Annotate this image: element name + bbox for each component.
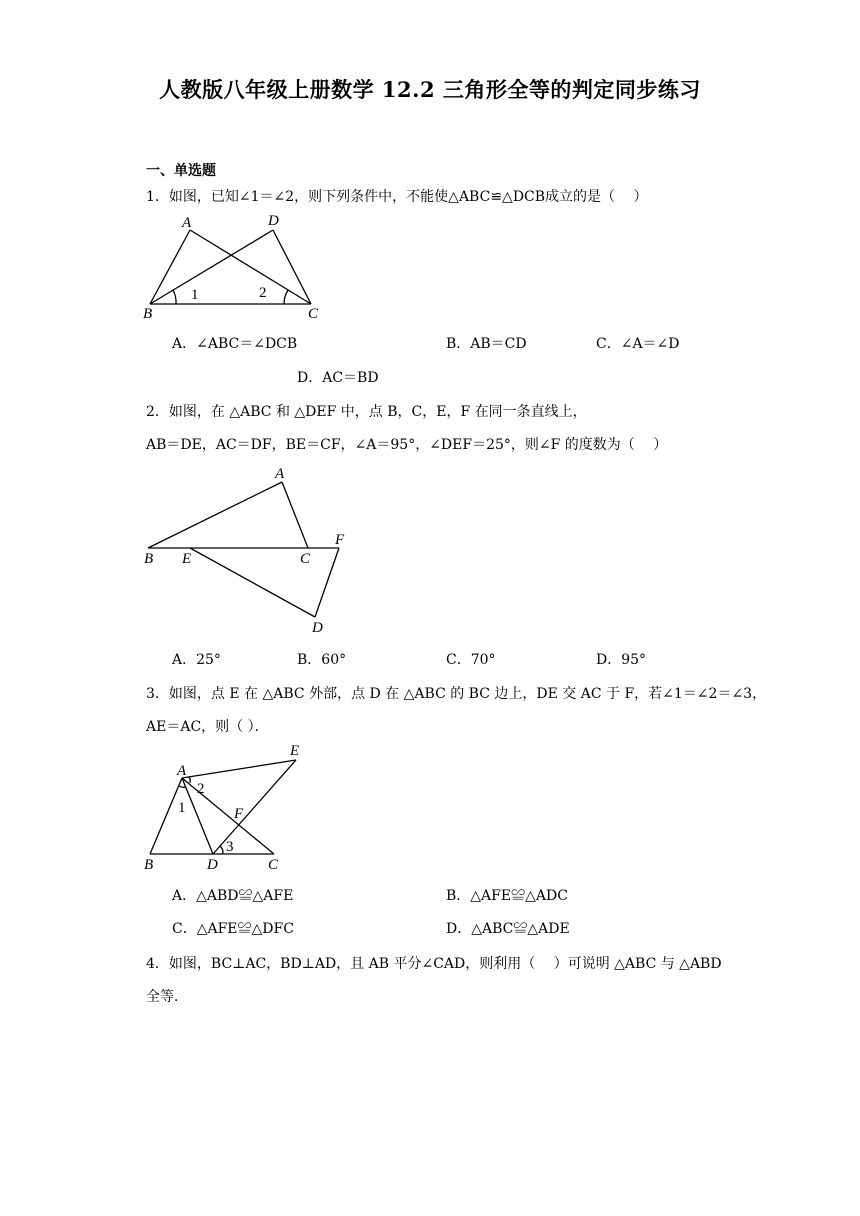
- label-angle-2: 2: [259, 285, 267, 301]
- segment-ed: [190, 548, 315, 617]
- label-angle-1: 1: [178, 800, 186, 816]
- label-e: E: [290, 743, 300, 759]
- angle-1-arc: [173, 290, 176, 304]
- label-angle-3: 3: [226, 839, 234, 855]
- segment-ba: [150, 778, 182, 854]
- label-a: A: [182, 215, 192, 231]
- label-c: C: [268, 857, 279, 872]
- segment-ac: [282, 482, 308, 548]
- q3-option-b[interactable]: B．△AFE≌△ADC: [446, 888, 568, 904]
- label-angle-1: 1: [191, 287, 199, 303]
- question-1-text: 1．如图，已知∠1＝∠2，则下列条件中，不能使△ABC≌△DCB成立的是（ ）: [146, 189, 648, 205]
- label-b: B: [143, 306, 153, 322]
- label-d: D: [207, 857, 218, 872]
- page-title: 人教版八年级上册数学 12.2 三角形全等的判定同步练习: [159, 77, 701, 102]
- segment-fd: [315, 548, 339, 617]
- q2-option-a[interactable]: A．25°: [172, 652, 221, 668]
- question-2-text-line1: 2．如图，在 △ABC 和 △DEF 中，点 B，C，E，F 在同一条直线上，: [146, 404, 587, 420]
- label-b: B: [144, 551, 154, 567]
- question-1-figure: [138, 208, 338, 323]
- segment-ae: [182, 760, 296, 778]
- segment-ba: [148, 482, 282, 548]
- question-4-text-line2: 全等．: [146, 989, 188, 1005]
- angle-2-arc: [284, 290, 288, 304]
- q1-option-a[interactable]: A．∠ABC＝∠DCB: [172, 336, 298, 352]
- segment-ba: [150, 230, 190, 304]
- segment-bd: [150, 230, 273, 304]
- label-d: D: [268, 213, 279, 229]
- q3-option-a[interactable]: A．△ABD≌△AFE: [172, 888, 294, 904]
- q1-option-c[interactable]: C．∠A＝∠D: [596, 336, 680, 352]
- label-angle-2: 2: [197, 781, 205, 797]
- angle-3-arc: [220, 846, 223, 854]
- label-c: C: [300, 551, 311, 567]
- label-d: D: [312, 620, 323, 636]
- label-f: F: [234, 806, 244, 822]
- label-c: C: [308, 306, 319, 322]
- label-f: F: [335, 532, 345, 548]
- q3-option-c[interactable]: C．△AFE≌△DFC: [172, 921, 294, 937]
- label-e: E: [182, 551, 192, 567]
- q1-option-b[interactable]: B．AB＝CD: [446, 336, 527, 352]
- label-a: A: [177, 763, 187, 779]
- question-4-text-line1: 4．如图，BC⊥AC，BD⊥AD，且 AB 平分∠CAD，则利用（ ）可说明 △ABC 与 △ABD: [146, 956, 722, 972]
- q1-option-d[interactable]: D．AC＝BD: [297, 370, 379, 386]
- label-a: A: [275, 466, 285, 482]
- section-heading: 一、单选题: [146, 163, 216, 179]
- q2-option-b[interactable]: B．60°: [297, 652, 347, 668]
- angle-2-arc: [189, 777, 190, 783]
- segment-ac: [190, 230, 311, 304]
- question-3-text-line1: 3．如图，点 E 在 △ABC 外部，点 D 在 △ABC 的 BC 边上，DE 交 AC 于 F，若∠1＝∠2＝∠3，: [146, 686, 767, 702]
- label-b: B: [144, 857, 154, 872]
- question-3-figure: [138, 738, 338, 872]
- q2-option-d[interactable]: D．95°: [596, 652, 647, 668]
- question-2-figure: [138, 462, 368, 640]
- question-2-text-line2: AB＝DE，AC＝DF，BE＝CF，∠A＝95°，∠DEF＝25°，则∠F 的度数为（ ）: [146, 437, 668, 453]
- question-3-text-line2: AE＝AC，则（ ）．: [146, 719, 269, 735]
- q2-option-c[interactable]: C．70°: [446, 652, 496, 668]
- q3-option-d[interactable]: D．△ABC≌△ADE: [446, 921, 570, 937]
